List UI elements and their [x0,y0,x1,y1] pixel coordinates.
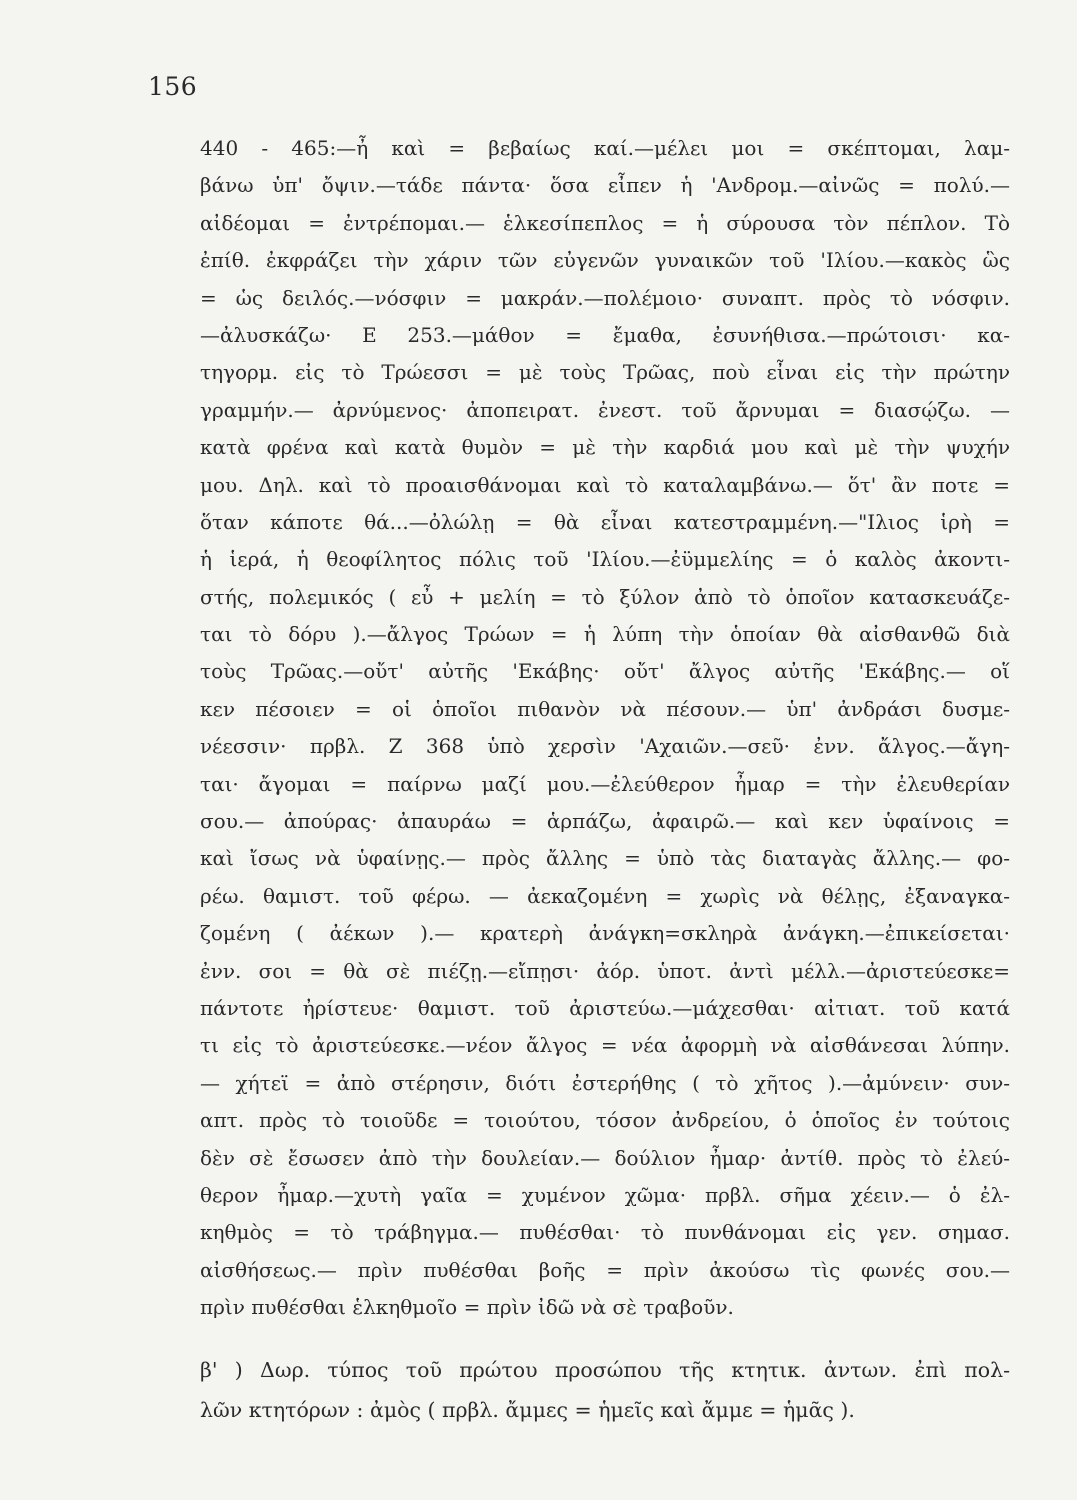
text-line: μου. Δηλ. καὶ τὸ προαισθάνομαι καὶ τὸ καταλαμβάνω.— ὅτ' ἂν ποτε = [200,472,1010,497]
text-line: αἰσθήσεως.— πρὶν πυθέσθαι βοῆς = πρὶν ἀκούσω τὶς φωνές σου.— [200,1257,1010,1282]
page-number: 156 [148,72,198,101]
text-line: ται· ἄγομαι = παίρνω μαζί μου.—ἐλεύθερον ἦμαρ = τὴν ἐλευθερίαν [200,771,1010,796]
footnote-line: λῶν κτητόρων : ἀμὸς ( πρβλ. ἄμμες = ἡμεῖς καὶ ἄμμε = ἡμᾶς ). [200,1398,855,1422]
text-line: στής, πολεμικός ( εὖ + μελίη = τὸ ξύλον ἀπὸ τὸ ὁποῖον κατασκευάζε- [200,584,1010,609]
text-line: απτ. πρὸς τὸ τοιοῦδε = τοιούτου, τόσον ἀνδρείου, ὁ ὁποῖος ἐν τούτοις [200,1108,1010,1133]
text-line: νέεσσιν· πρβλ. Ζ 368 ὑπὸ χερσὶν 'Αχαιῶν.—σεῦ· ἐνν. ἄλγος.—ἄγη- [200,734,1010,759]
text-line: τοὺς Τρῶας.—οὔτ' αὐτῆς 'Εκάβης· οὔτ' ἄλγος αὐτῆς 'Εκάβης.— οἵ [200,659,1010,684]
text-line: καὶ ἴσως νὰ ὑφαίνῃς.— πρὸς ἄλλης = ὑπὸ τὰς διαταγὰς ἄλλης.— φο- [200,846,1010,871]
text-line: κατὰ φρένα καὶ κατὰ θυμὸν = μὲ τὴν καρδιά μου καὶ μὲ τὴν ψυχήν [200,435,1010,460]
text-line: 440 - 465:—ἦ καὶ = βεβαίως καί.—μέλει μοι = σκέπτομαι, λαμ- [200,136,1010,160]
text-line: βάνω ὑπ' ὄψιν.—τάδε πάντα· ὅσα εἶπεν ἡ 'Ανδρομ.—αἰνῶς = πολύ.— [200,173,1010,198]
text-line: θερον ἦμαρ.—χυτὴ γαῖα = χυμένον χῶμα· πρβλ. σῆμα χέειν.— ὁ ἐλ- [200,1182,1010,1207]
commentary-text [200,130,1010,1327]
text-line: ἐπίθ. ἐκφράζει τὴν χάριν τῶν εὐγενῶν γυναικῶν τοῦ 'Ιλίου.—κακὸς ὣς [200,248,1010,273]
text-line: πρὶν πυθέσθαι ἑλκηθμοῖο = πρὶν ἰδῶ νὰ σὲ τραβοῦν. [200,1295,734,1320]
text-line: ρέω. θαμιστ. τοῦ φέρω. — ἀεκαζομένη = χωρὶς νὰ θέλῃς, ἐξαναγκα- [200,883,1010,908]
text-line: κεν πέσοιεν = οἱ ὁποῖοι πιθανὸν νὰ πέσουν.— ὑπ' ἀνδράσι δυσμε- [200,696,1010,721]
footnote-line: β' ) Δωρ. τύπος τοῦ πρώτου προσώπου τῆς κτητικ. ἀντων. ἐπὶ πολ- [200,1358,1010,1382]
text-line: αἰδέομαι = ἐντρέπομαι.— ἑλκεσίπεπλος = ἡ σύρουσα τὸν πέπλον. Τὸ [200,210,1010,235]
text-line: δὲν σὲ ἔσωσεν ἀπὸ τὴν δουλείαν.— δούλιον ἦμαρ· ἀντίθ. πρὸς τὸ ἐλεύ- [200,1145,1010,1170]
text-line: ται τὸ δόρυ ).—ἄλγος Τρώων = ἡ λύπη τὴν ὁποίαν θὰ αἰσθανθῶ διὰ [200,622,1010,647]
text-line: γραμμήν.— ἀρνύμενος· ἀποπειρατ. ἐνεστ. τοῦ ἄρνυμαι = διασῴζω. — [200,397,1010,422]
text-line: σου.— ἀπούρας· ἀπαυράω = ἁρπάζω, ἀφαιρῶ.— καὶ κεν ὑφαίνοις = [200,809,1010,834]
text-line: ὅταν κάποτε θά...—ὀλώλῃ = θὰ εἶναι κατεστραμμένη.—"Ιλιος ἱρὴ = [200,509,1010,534]
text-line: πάντοτε ἠρίστευε· θαμιστ. τοῦ ἀριστεύω.—μάχεσθαι· αἰτιατ. τοῦ κατά [200,995,1010,1020]
text-line: ζομένη ( ἀέκων ).— κρατερὴ ἀνάγκη=σκληρὰ ἀνάγκη.—ἐπικείσεται· [200,921,1010,946]
text-line: κηθμὸς = τὸ τράβηγμα.— πυθέσθαι· τὸ πυνθάνομαι εἰς γεν. σημασ. [200,1220,1010,1245]
text-line: ἐνν. σοι = θὰ σὲ πιέζῃ.—εἴπῃσι· ἀόρ. ὑποτ. ἀντὶ μέλλ.—ἀριστεύεσκε= [200,958,1010,983]
footnote-text [200,1350,1010,1430]
text-line: ἡ ἱερά, ἡ θεοφίλητος πόλις τοῦ 'Ιλίου.—ἐϋμμελίης = ὁ καλὸς ἀκοντι- [200,547,1010,572]
text-line: τηγορμ. εἰς τὸ Τρώεσσι = μὲ τοὺς Τρῶας, ποὺ εἶναι εἰς τὴν πρώτην [200,360,1010,385]
text-line: — χήτεϊ = ἀπὸ στέρησιν, διότι ἐστερήθης ( τὸ χῆτος ).—ἀμύνειν· συν- [200,1070,1010,1095]
text-line: τι εἰς τὸ ἀριστεύεσκε.—νέον ἄλγος = νέα ἀφορμὴ νὰ αἰσθάνεσαι λύπην. [200,1033,1010,1058]
text-line: = ὡς δειλός.—νόσφιν = μακράν.—πολέμοιο· συναπτ. πρὸς τὸ νόσφιν. [200,285,1010,310]
text-line: —ἀλυσκάζω· Ε 253.—μάθον = ἔμαθα, ἐσυνήθισα.—πρώτοισι· κα- [200,322,1010,347]
